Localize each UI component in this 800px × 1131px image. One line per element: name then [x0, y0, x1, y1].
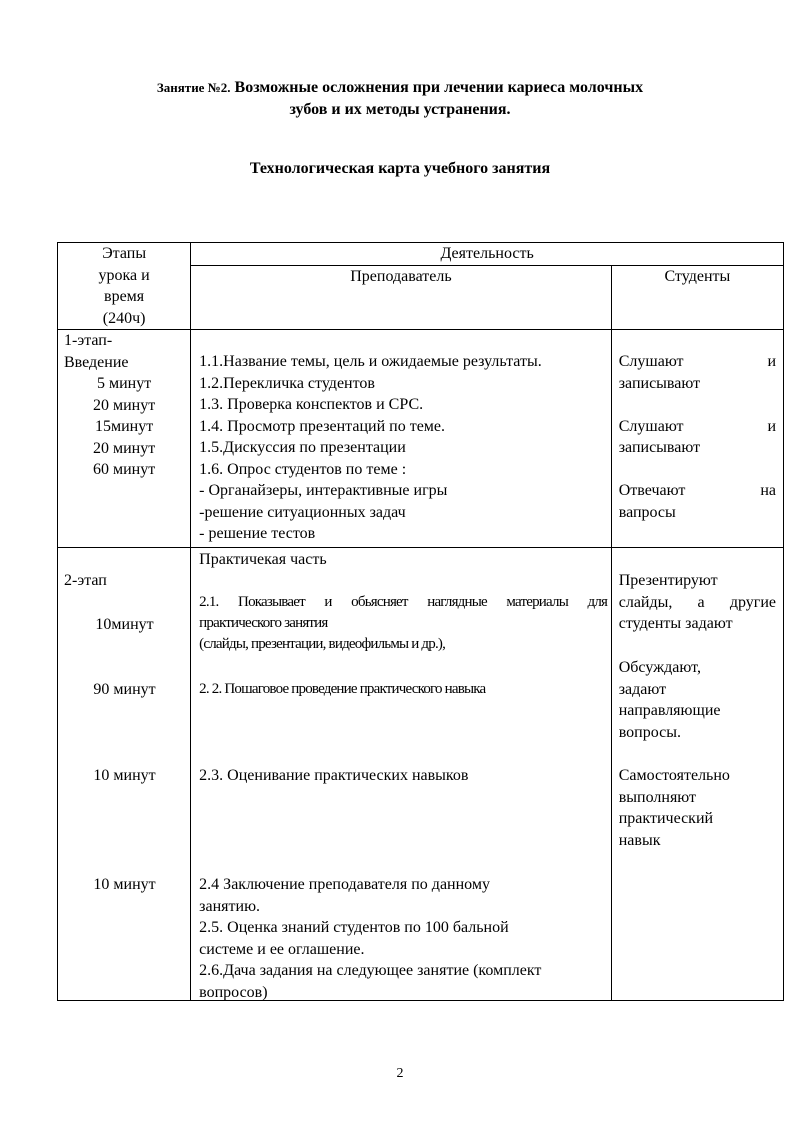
- header-stages-line: Этапы: [102, 245, 147, 262]
- page-number: 2: [396, 1066, 404, 1081]
- lesson-title-line1: [0, 77, 800, 98]
- header-stages-line: урока и: [98, 266, 150, 284]
- practical-heading: Практичекая часть: [199, 551, 327, 568]
- teacher-activity: - Органайзеры, интерактивные игры: [199, 482, 448, 499]
- lesson-plan-table: [57, 242, 784, 1001]
- stage-label: Введение: [64, 353, 129, 371]
- lesson-title-text: Возможные осложнения при лечении кариеса молочных: [234, 79, 644, 96]
- stage-time: 5 минут: [96, 375, 152, 392]
- document-subtitle: Технологическая карта учебного занятия: [249, 160, 551, 177]
- row1-teacher-cell: [191, 330, 612, 548]
- header-students-cell: Студенты: [611, 265, 783, 329]
- row2-teacher-cell: [191, 548, 612, 1001]
- header-teacher-cell: Преподаватель: [191, 265, 612, 329]
- header-stages-cell: [58, 243, 191, 330]
- header-stages-line: (240ч): [102, 309, 146, 327]
- stage-time: 90 минут: [93, 681, 156, 698]
- stage-label: 2-этап: [64, 572, 107, 589]
- header-activity-cell: Деятельность: [191, 243, 784, 266]
- stage-time: 20 минут: [92, 439, 156, 457]
- row1-stage-cell: [58, 330, 191, 548]
- teacher-activity-block: 2.4 Заключение преподавателя по данному занятию. 2.5. Оценка знаний студентов по 100 бальной системе и ее оглашение. 2.6.Дача задания на следующее занятие (комплект вопросов): [199, 876, 542, 1001]
- row1-students-cell: [611, 330, 783, 548]
- student-activity: Слушают и: [618, 417, 776, 435]
- header-stages-line: время: [104, 288, 145, 305]
- teacher-activity: 1.1.Название темы, цель и ожидаемые результаты.: [199, 353, 542, 370]
- stage-time: 10 минут: [93, 767, 156, 784]
- stage-time: 10 минут: [93, 876, 156, 893]
- student-activity: Обсуждают, задают направляющие вопросы.: [618, 659, 721, 741]
- stage-time: 60 минут: [92, 461, 156, 478]
- stage-label: 1-этап-: [64, 332, 113, 349]
- lesson-number: Занятие №2.: [156, 80, 231, 95]
- student-activity: Отвечают на: [618, 482, 776, 499]
- teacher-activity: 1.6. Опрос студентов по теме :: [199, 460, 407, 478]
- teacher-activity: 2.1. Показывает и обьясняет наглядные материалы для практического занятия (слайды, презентации, видеофильмы и др.),: [199, 594, 608, 652]
- student-activity: Самостоятельно выполняют практический навык: [618, 767, 730, 849]
- teacher-activity: - решение тестов: [199, 525, 316, 542]
- student-activity: вапросы: [618, 503, 676, 521]
- student-activity: записывают: [618, 439, 701, 456]
- student-activity: Презентируют слайды, а другие студенты задают: [618, 572, 776, 632]
- teacher-activity: 1.3. Проверка конспектов и СРС.: [199, 396, 424, 413]
- teacher-activity: 1.2.Перекличка студентов: [199, 374, 375, 392]
- stage-time: 10минут: [95, 616, 154, 633]
- teacher-activity: 1.5.Дискуссия по презентации: [199, 439, 406, 456]
- teacher-activity: 1.4. Просмотр презентаций по теме.: [199, 417, 446, 435]
- row2-students-cell: [611, 548, 783, 1001]
- student-activity: Слушают и: [618, 353, 776, 370]
- teacher-activity: -решение ситуационных задач: [199, 503, 406, 521]
- row2-stage-cell: [58, 548, 191, 1001]
- student-activity: записывают: [618, 374, 701, 392]
- teacher-activity: 2. 2. Пошаговое проведение практического навыка: [199, 681, 486, 697]
- stage-time: 20 минут: [92, 396, 156, 414]
- stage-time: 15минут: [94, 418, 154, 435]
- lesson-title-line2: зубов и их методы устранения.: [289, 101, 511, 118]
- teacher-activity: 2.3. Оценивание практических навыков: [199, 767, 469, 784]
